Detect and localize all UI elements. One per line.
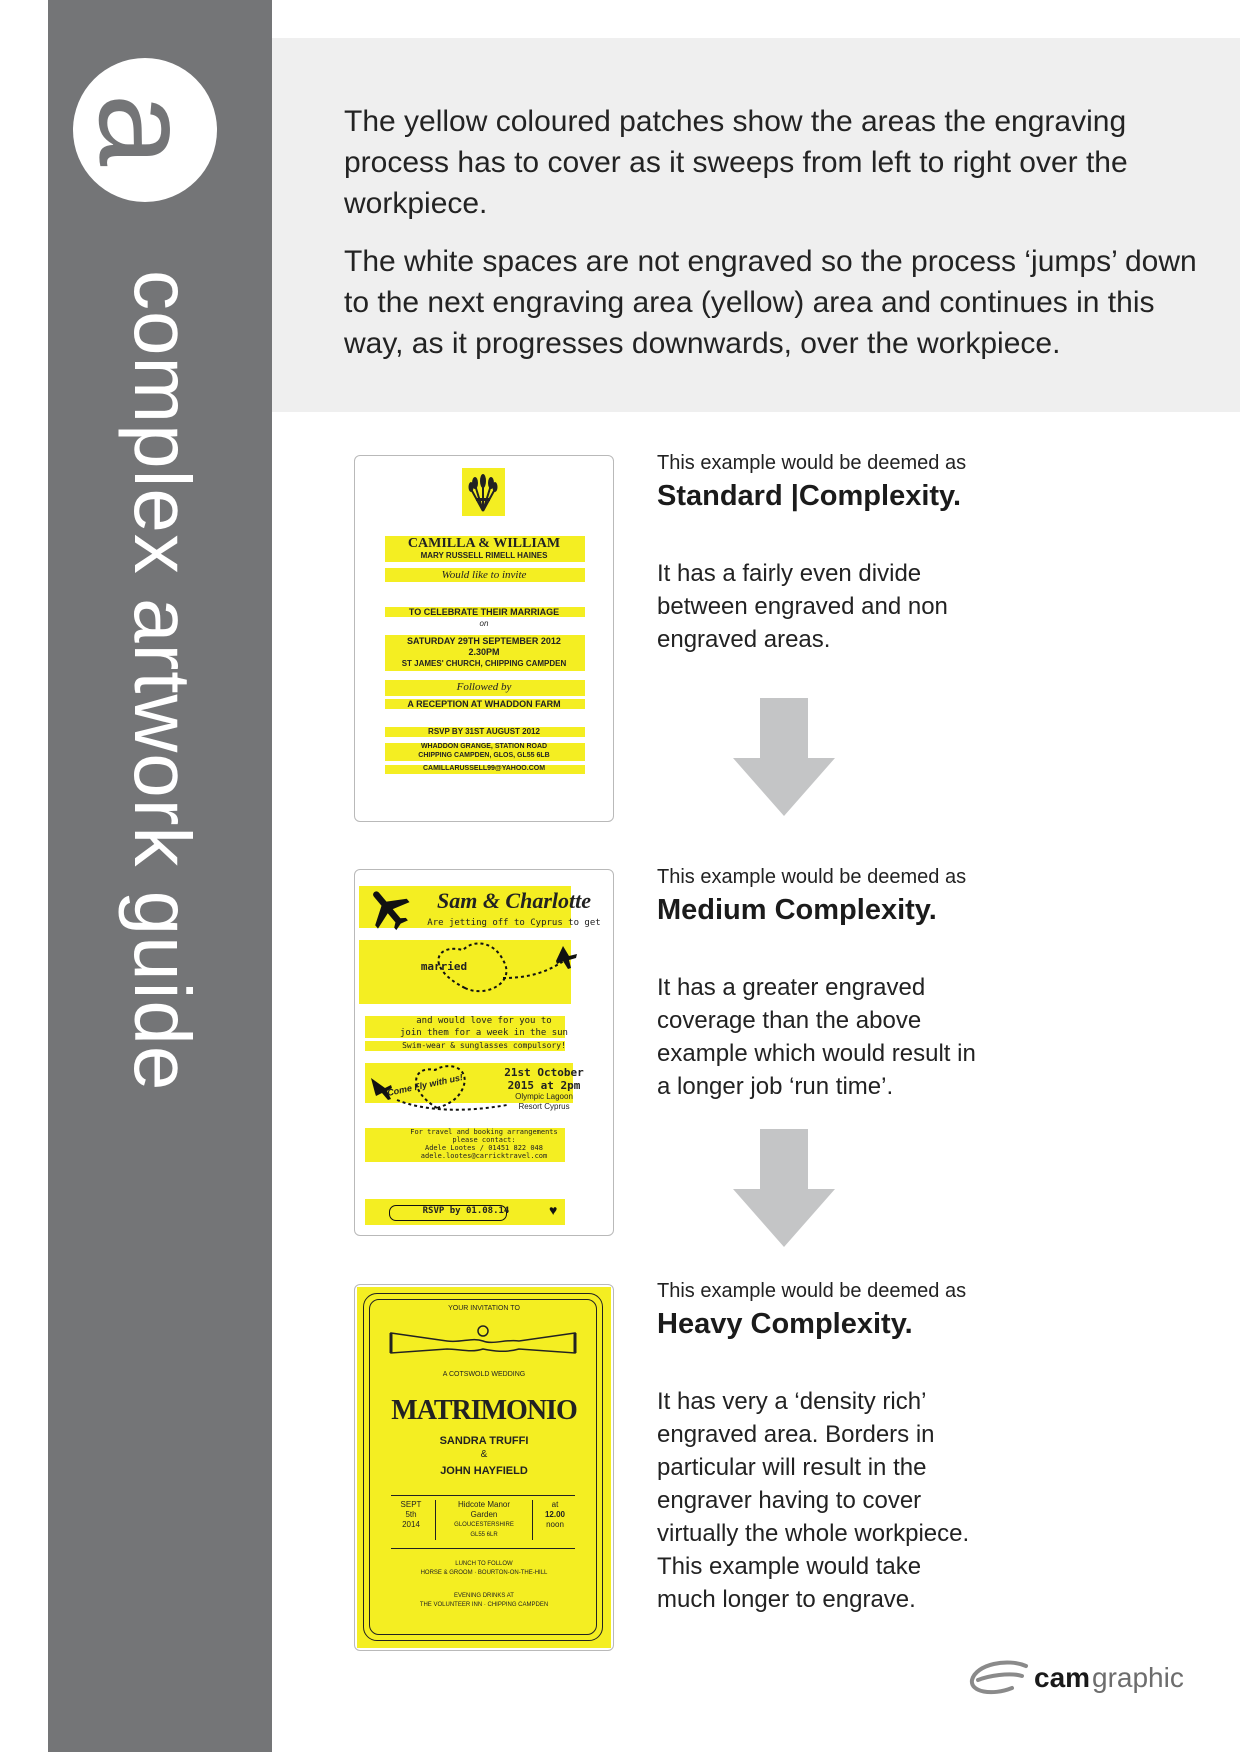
medium-complexity-card	[354, 869, 614, 1236]
card-contact: Adele Lootes / 01451 822 048	[424, 1144, 543, 1152]
heart-flight-path	[425, 938, 585, 1008]
example-3-level: Heavy Complexity.	[657, 1308, 913, 1340]
logo-text-light: graphic	[1092, 1662, 1184, 1693]
joining-hands-icon	[387, 1319, 579, 1361]
card-groom: JOHN HAYFIELD	[440, 1465, 528, 1477]
venue-block	[435, 1500, 533, 1540]
standard-complexity-card	[354, 455, 614, 822]
card-line-3: Swim-wear & sunglasses compulsory!	[402, 1041, 566, 1050]
card-venue-2: Resort Cyprus	[518, 1102, 570, 1111]
card-celebrate: TO CELEBRATE THEIR MARRIAGE	[408, 607, 560, 617]
example-1-level: Standard |Complexity.	[657, 480, 962, 512]
card-postcode: GL55 6LR	[470, 1532, 498, 1538]
card-email: CAMILLARUSSELL99@YAHOO.COM	[422, 765, 546, 772]
card-horse: HORSE & GROOM · BOURTON-ON-THE-HILL	[420, 1570, 548, 1576]
card-married: married	[420, 960, 468, 973]
card-travel-1: For travel and booking arrangements	[410, 1128, 558, 1136]
card-line-1: and would love for you to	[416, 1016, 552, 1026]
camgraphic-logo	[968, 1656, 1200, 1700]
wheat-sheaf-icon	[466, 471, 501, 513]
card-names: Sam & Charlotte	[436, 888, 592, 913]
card-time: 2015 at 2pm	[507, 1079, 581, 1092]
section-badge	[73, 58, 217, 202]
card-bride: SANDRA TRUFFI	[439, 1435, 529, 1447]
card-invitation: YOUR INVITATION TO	[448, 1305, 520, 1312]
card-inn: THE VOLUNTEER INN · CHIPPING CAMPDEN	[419, 1602, 549, 1608]
details-block	[391, 1500, 575, 1544]
card-at: at	[551, 1500, 559, 1509]
section-letter: a	[72, 93, 218, 167]
details-divider	[391, 1495, 575, 1496]
card-followed: Followed by	[456, 681, 512, 693]
card-title: MATRIMONIO	[391, 1395, 577, 1426]
example-2-level: Medium Complexity.	[657, 894, 937, 926]
camgraphic-swirl-icon	[968, 1660, 1030, 1696]
ampersand-icon: &	[480, 1449, 488, 1460]
card-hour: 12.00	[544, 1510, 566, 1519]
card-noon: noon	[546, 1520, 564, 1529]
card-line-2: join them for a week in the sun	[400, 1028, 568, 1038]
card-surnames: MARY RUSSELL RIMELL HAINES	[420, 551, 548, 560]
card-jetting: Are jetting off to Cyprus to get	[427, 918, 601, 928]
example-1-lead: This example would be deemed as	[657, 452, 967, 474]
heavy-complexity-card	[354, 1284, 614, 1651]
time-block	[535, 1500, 575, 1530]
example-3-lead: This example would be deemed as	[657, 1280, 967, 1302]
heart-icon: ♥	[549, 1202, 558, 1218]
card-address-1: WHADDON GRANGE, STATION ROAD	[420, 743, 548, 750]
card-come-fly: Come Fly with us!	[386, 1072, 464, 1098]
sidebar-title	[60, 270, 210, 1310]
sidebar-title-text: complex artwork guide	[118, 270, 207, 1092]
card-names: CAMILLA & WILLIAM	[407, 536, 561, 551]
intro-panel	[272, 38, 1240, 412]
down-arrow-icon	[733, 1129, 835, 1247]
card-cotswold: A COTSWOLD WEDDING	[442, 1371, 526, 1378]
card-reception: A RECEPTION AT WHADDON FARM	[407, 699, 561, 709]
card-county: GLOUCESTERSHIRE	[454, 1522, 514, 1528]
logo-text-bold: cam	[1034, 1662, 1091, 1693]
card-church: ST JAMES' CHURCH, CHIPPING CAMPDEN	[401, 659, 567, 668]
card-on: on	[479, 619, 489, 628]
card-month: SEPT	[400, 1500, 422, 1509]
card-invite: Would like to invite	[441, 569, 527, 581]
card-time: 2.30PM	[468, 647, 500, 657]
details-divider-bottom	[391, 1548, 575, 1549]
example-1-description: It has a fairly even divide between engraved and non engraved areas.	[657, 560, 948, 653]
card-venue-1: Olympic Lagoon	[515, 1092, 573, 1101]
card-address-2: CHIPPING CAMPDEN, GLOS, GL55 6LB	[418, 752, 550, 759]
card-email: adele.lootes@carricktravel.com	[420, 1152, 548, 1160]
example-2-lead: This example would be deemed as	[657, 866, 967, 888]
card-venue-2: Garden	[470, 1510, 498, 1519]
card-drinks: EVENING DRINKS AT	[454, 1593, 514, 1599]
intro-paragraph-1: The yellow coloured patches show the areas the engraving process has to cover as it sweeps from left to right over the workpiece.	[344, 105, 1128, 220]
card-year: 2014	[402, 1520, 420, 1529]
card-rsvp: RSVP by 01.08.14	[422, 1206, 510, 1216]
down-arrow-icon	[733, 698, 835, 816]
example-2-description: It has a greater engraved coverage than the above example which would result in a longer job ‘run time’.	[657, 974, 976, 1100]
card-travel-2: please contact:	[452, 1136, 516, 1144]
card-date: SATURDAY 29TH SEPTEMBER 2012	[407, 636, 561, 646]
card-venue-1: Hidcote Manor	[457, 1500, 511, 1509]
intro-paragraph-2: The white spaces are not engraved so the process ‘jumps’ down to the next engraving area (yellow) area and continues in this way, as it progresses downwards, over the workpiece.	[344, 245, 1197, 360]
card-rsvp: RSVP BY 31ST AUGUST 2012	[428, 727, 540, 736]
card-day: 5th	[405, 1510, 417, 1519]
card-date: 21st October	[504, 1066, 584, 1079]
date-block	[391, 1500, 431, 1530]
example-3-description: It has very a ‘density rich’ engraved area. Borders in particular will result in the engraver having to cover virtually the whole workpiece. This example would take much longer to engrave.	[657, 1388, 970, 1613]
card-lunch: LUNCH TO FOLLOW	[455, 1561, 513, 1567]
